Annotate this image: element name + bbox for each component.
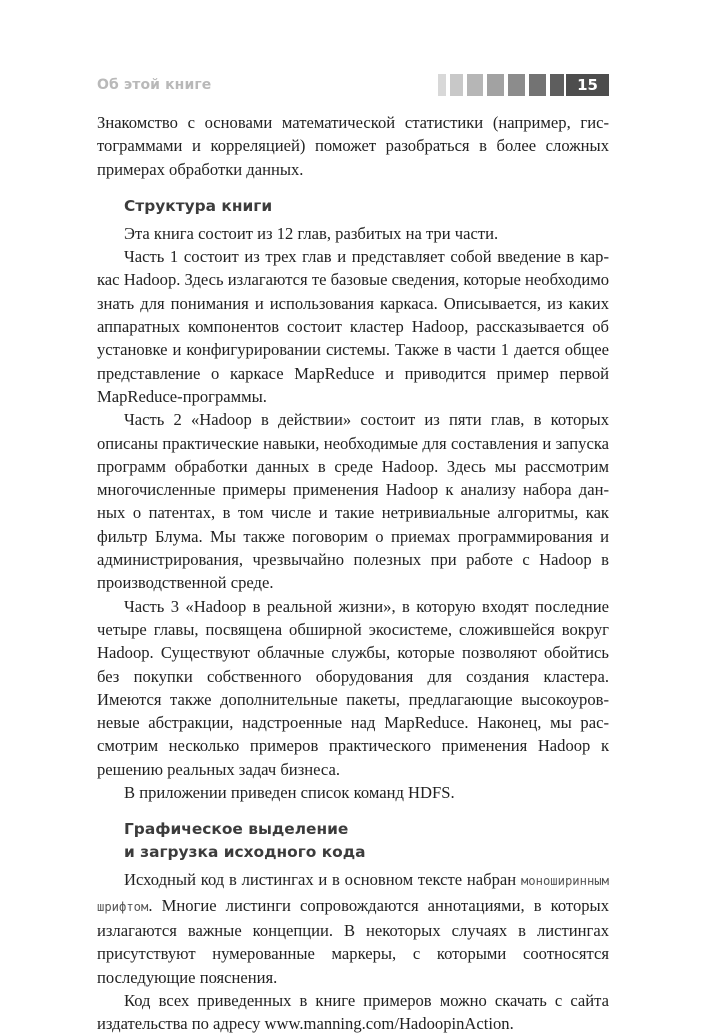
header-bar-1 (438, 74, 446, 96)
paragraph: Часть 3 «Hadoop в реальной жизни», в которую входят последние четыре главы, посвящена обширной экосистеме, сложившейся вокруг Hadoop. Существуют облачные службы, которые позволяют обойтись без покупки собственного оборудования для создания кластера. Имеются также дополнительные пакеты, предлагающие высокоуровневые абстракции, надстроенные над MapReduce. Наконец, мы рассмотрим несколько примеров практического применения Hadoop к решению реальных задач бизнеса. (97, 596, 609, 779)
header-bar-7 (550, 74, 564, 96)
paragraph: В приложении приведен список команд HDFS. (124, 783, 455, 803)
header-bar-6 (529, 74, 546, 96)
page-body (97, 111, 609, 1035)
text-run: Код всех приведенных в книге примеров можно скачать с сайта издательства по адресу (97, 990, 609, 1034)
paragraph (97, 868, 609, 988)
download-url: www.manning.com/HadoopinAction (264, 1014, 510, 1034)
header-bar-5 (508, 74, 525, 96)
page-number: 15 (566, 74, 609, 96)
running-title: Об этой книге (97, 77, 212, 93)
paragraph (97, 989, 609, 1035)
header-bar-3 (467, 74, 483, 96)
text-run: . Многие листинги сопровождаются аннотациями, в которых излагаются важные концепции. В некоторых случаях в листингах присутствуют нумерованные маркеры, с которыми соотносятся последующие пояснения. (97, 895, 609, 987)
paragraph: Эта книга состоит из 12 глав, разбитых на три части. (124, 223, 499, 243)
header-bar-4 (487, 74, 504, 96)
monospace-sample: моноширинным шрифтом (97, 874, 609, 914)
section-heading-line-1: Графическое выделение (124, 820, 349, 839)
text-run: . (509, 1014, 514, 1034)
header-bar-2 (450, 74, 463, 96)
page-header (97, 74, 609, 96)
section-heading-code (124, 818, 609, 864)
paragraph: Часть 1 состоит из трех глав и представляет собой введение в каркас Hadoop. Здесь излагаются те базовые сведения, которые необходимо знать для понимания и использования каркаса. Описывается, из каких аппаратных компонентов состоит кластер Hadoop, рассказывается об установке и конфигурировании системы. Также в части 1 дается общее представление о каркасе MapReduce и приводится пример первой MapReduce-программы. (97, 247, 609, 406)
intro-paragraph: Знакомство с основами математической статистики (например, гистограммами и корреляцией) поможет разобраться в более сложных примерах обработки данных. (97, 113, 609, 179)
text-run: Исходный код в листингах и в основном тексте набран (124, 870, 521, 890)
paragraph: Часть 2 «Hadoop в действии» состоит из пяти глав, в которых описаны практические навыки, необходимые для составления и запуска программ обработки данных в среде Hadoop. Здесь мы рассмотрим многочисленные примеры применения Hadoop к анализу набора данных о патентах, в том числе и такие нетривиальные алгоритмы, как фильтр Блума. Мы также поговорим о приемах программирования и администрирования, чрезвычайно полезных при работе с Hadoop в производственной среде. (97, 410, 609, 593)
section-heading-line-2: и загрузка исходного кода (124, 843, 366, 862)
section-heading-structure: Структура книги (124, 196, 273, 215)
